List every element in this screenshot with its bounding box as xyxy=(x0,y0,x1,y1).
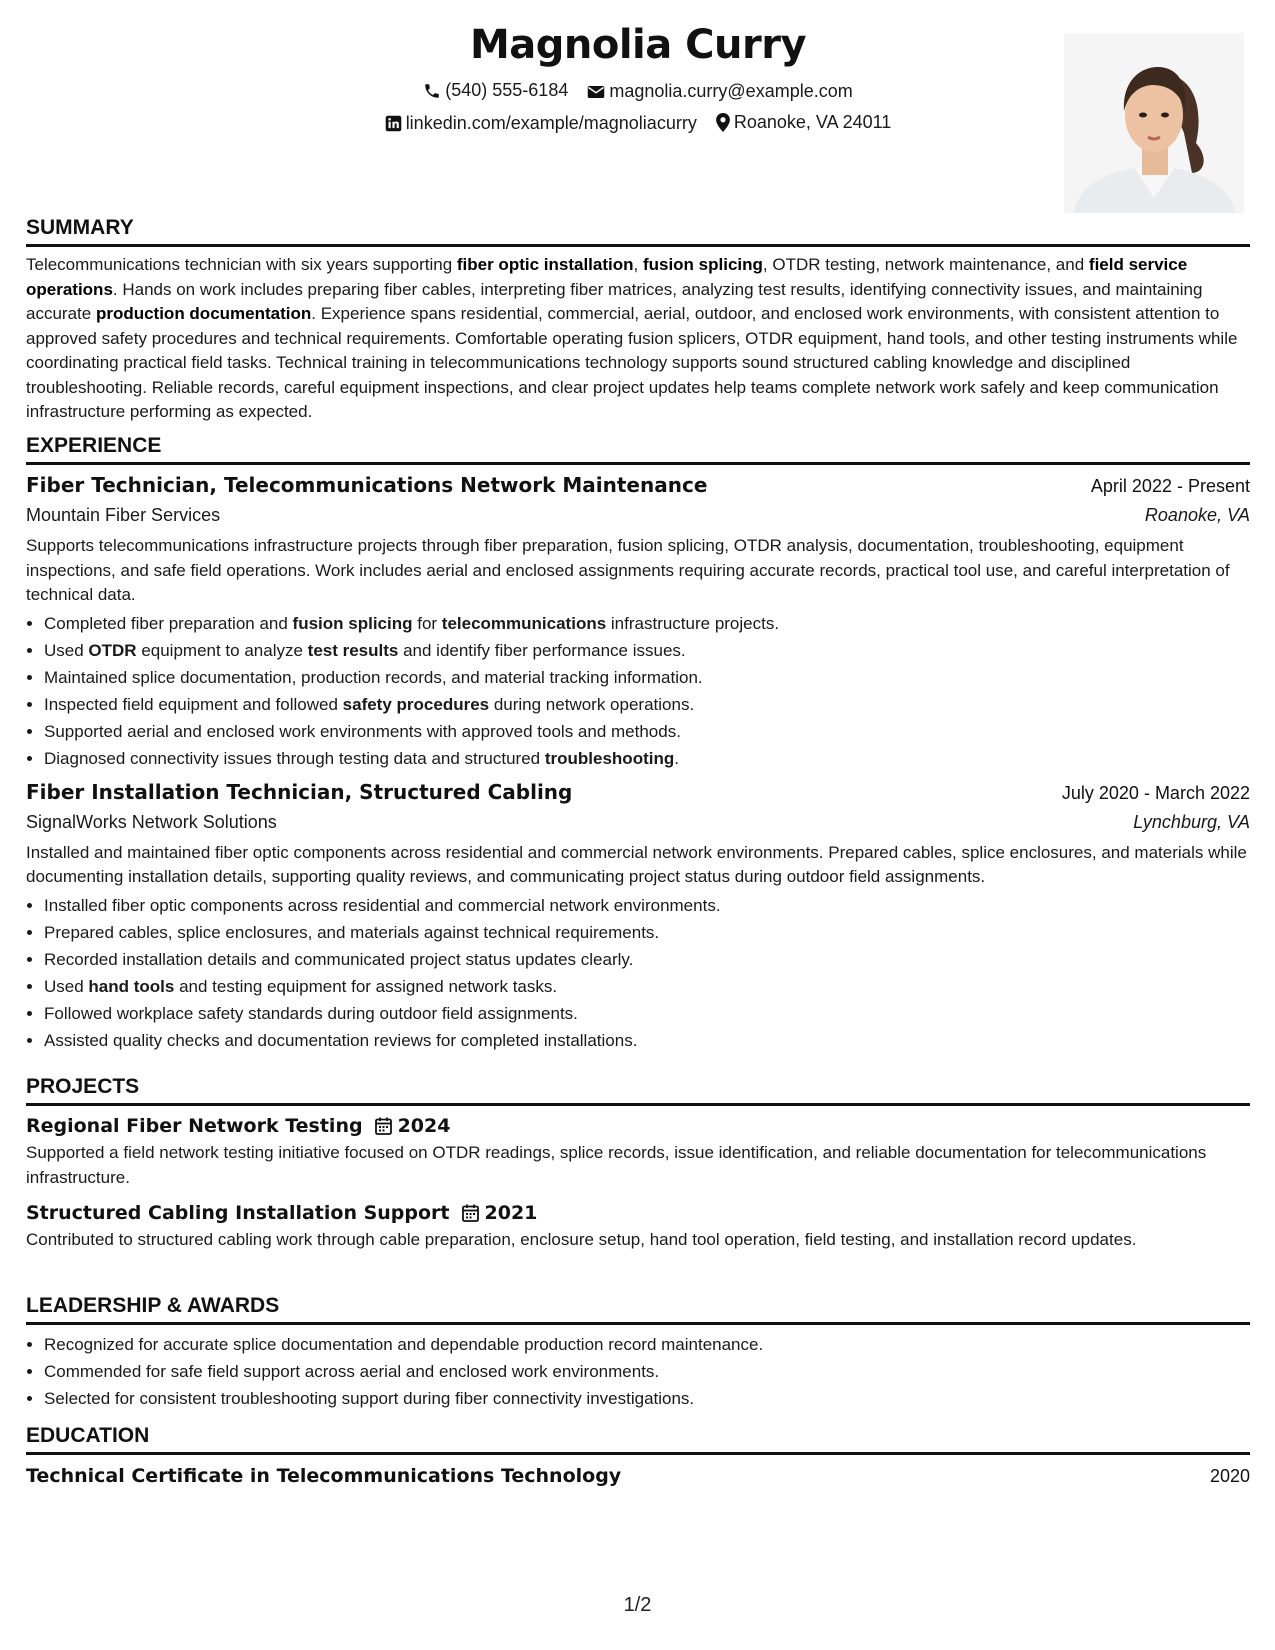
bold-keyword: fusion splicing xyxy=(642,255,763,274)
linkedin-contact[interactable] xyxy=(385,113,697,134)
summary-section xyxy=(26,216,1250,425)
text-run: equipment to analyze xyxy=(136,640,308,660)
map-pin-icon xyxy=(716,113,730,132)
list-item xyxy=(44,664,1250,691)
job-header xyxy=(26,473,1250,497)
list-item xyxy=(44,892,1250,919)
text-run: Telecommunications technician with six years supporting xyxy=(26,255,457,274)
text-run: Recorded installation details and communicated project status updates clearly. xyxy=(44,949,634,969)
linkedin-url[interactable]: linkedin.com/example/magnoliacurry xyxy=(405,113,697,133)
section-title: PROJECTS xyxy=(26,1075,1250,1106)
job-dates: April 2022 - Present xyxy=(1090,476,1250,496)
section-title: SUMMARY xyxy=(26,216,1250,247)
text-run: for xyxy=(412,613,442,633)
bold-keyword: safety procedures xyxy=(342,694,490,714)
list-item xyxy=(44,1000,1250,1027)
list-item xyxy=(44,1027,1250,1054)
job-header xyxy=(26,780,1250,804)
project-year: 2024 xyxy=(397,1115,451,1137)
list-item xyxy=(44,745,1250,772)
text-run: Prepared cables, splice enclosures, and materials against technical requirements. xyxy=(44,922,660,942)
degree-name: Technical Certificate in Telecommunications Technology xyxy=(26,1465,622,1487)
list-item: • Recognized for accurate splice documentation and dependable production record maintenance. xyxy=(44,1331,1250,1358)
job-description: Supports telecommunications infrastructure projects through fiber preparation, fusion splicing, OTDR analysis, documentation, troubleshooting, equipment inspections, and safe field operations. Work includes aerial and enclosed assignments requiring accurate records, practical tool use, and careful interpretation of technical data. xyxy=(26,536,1230,604)
text-run: Completed fiber preparation and xyxy=(44,613,293,633)
text-run: Used xyxy=(44,976,89,996)
text-run: . Experience spans residential, commercial, aerial, outdoor, and enclosed work environments, with consistent attention to approved safety procedures and technical requirements. Comfortable operating fusion splicers, OTDR equipment, hand tools, and other testing instruments while coordinating practical field tasks. Technical training in telecommunications technology supports sound structured cabling knowledge and disciplined troubleshooting. Reliable records, careful equipment inspections, and clear project updates help teams complete network work safely and keep communication infrastructure performing as expected. xyxy=(26,304,1238,421)
text-run: . xyxy=(674,748,679,768)
page-number: 1/2 xyxy=(623,1594,652,1616)
calendar-icon xyxy=(462,1204,479,1222)
text-run: infrastructure projects. xyxy=(606,613,780,633)
job-description: Installed and maintained fiber optic components across residential and commercial network environments. Prepared cables, splice enclosures, and materials while documenting installation details, supporting quality reviews, and communicating project status during outdoor field assignments. xyxy=(26,842,1247,886)
project-description: Supported a field network testing initiative focused on OTDR readings, splice records, issue identification, and reliable documentation for telecommunications infrastructure. xyxy=(26,1143,1207,1187)
text-run: , OTDR testing, network maintenance, and xyxy=(762,255,1089,274)
project-header xyxy=(26,1115,1250,1137)
job-subheader xyxy=(26,812,1250,833)
location-contact xyxy=(716,112,891,133)
job-dates: July 2020 - March 2022 xyxy=(1061,782,1250,803)
section-title: LEADERSHIP & AWARDS xyxy=(26,1294,1250,1325)
project-year: 2021 xyxy=(484,1202,538,1224)
job-location: Lynchburg, VA xyxy=(1133,811,1250,832)
phone-icon xyxy=(423,82,441,100)
bold-keyword: test results xyxy=(307,640,399,660)
email-contact[interactable] xyxy=(587,81,852,102)
list-item: • Commended for safe field support across aerial and enclosed work environments. xyxy=(44,1358,1250,1385)
location-text: Roanoke, VA 24011 xyxy=(733,112,892,132)
text-run: , xyxy=(633,255,643,274)
bold-keyword: troubleshooting xyxy=(544,748,675,768)
project-entry xyxy=(26,1115,1250,1190)
experience-section xyxy=(26,434,1250,1054)
leadership-section xyxy=(26,1294,1250,1412)
text-run: during network operations. xyxy=(489,694,695,714)
email-address[interactable]: magnolia.curry@example.com xyxy=(609,81,853,101)
text-run: and identify fiber performance issues. xyxy=(398,640,686,660)
text-run: . Hands on work includes preparing fiber cables, interpreting fiber matrices, analyzing test results, identifying connectivity issues, and maintaining accurate xyxy=(26,279,1203,323)
resume-header xyxy=(26,0,1250,222)
education-year: 2020 xyxy=(1209,1466,1250,1486)
job-location: Roanoke, VA xyxy=(1144,505,1250,525)
bold-keyword: production documentation xyxy=(95,304,312,323)
text-run: Supported aerial and enclosed work environments with approved tools and methods. xyxy=(44,721,681,741)
education-section xyxy=(26,1424,1250,1487)
project-entry xyxy=(26,1202,1250,1253)
list-item xyxy=(44,973,1250,1000)
phone-contact xyxy=(423,80,568,101)
job-bullets xyxy=(26,892,1250,1054)
list-item xyxy=(44,691,1250,718)
projects-section xyxy=(26,1075,1250,1253)
job-entry xyxy=(26,473,1250,772)
bold-keyword: field service operations xyxy=(26,255,1188,299)
profile-photo xyxy=(1064,33,1244,213)
summary-text xyxy=(26,253,1250,425)
phone-number: (540) 555-6184 xyxy=(445,80,569,100)
text-run: Used xyxy=(44,640,89,660)
list-item xyxy=(44,610,1250,637)
bold-keyword: fusion splicing xyxy=(292,613,413,633)
text-run: Diagnosed connectivity issues through testing data and structured xyxy=(44,748,545,768)
text-run: Inspected field equipment and followed xyxy=(44,694,343,714)
company-name: SignalWorks Network Solutions xyxy=(26,811,277,832)
section-title: EXPERIENCE xyxy=(26,434,1250,465)
project-name: Structured Cabling Installation Support xyxy=(26,1202,450,1224)
job-title: Fiber Installation Technician, Structured Cabling xyxy=(26,779,573,804)
list-item xyxy=(44,718,1250,745)
text-run: and testing equipment for assigned network tasks. xyxy=(174,976,558,996)
project-header xyxy=(26,1202,1250,1224)
education-entry xyxy=(26,1465,1250,1487)
bold-keyword: OTDR xyxy=(88,640,137,660)
envelope-icon xyxy=(587,84,605,100)
bold-keyword: fiber optic installation xyxy=(456,255,634,274)
bold-keyword: telecommunications xyxy=(441,613,607,633)
job-title: Fiber Technician, Telecommunications Network Maintenance xyxy=(26,473,708,497)
list-item: • Selected for consistent troubleshooting support during fiber connectivity investigations. xyxy=(44,1385,1250,1412)
project-description: Contributed to structured cabling work through cable preparation, enclosure setup, hand tool operation, field testing, and installation record updates. xyxy=(26,1230,1137,1249)
resume-page xyxy=(26,0,1250,1650)
calendar-icon xyxy=(375,1117,392,1135)
awards-list xyxy=(26,1331,1250,1412)
list-item xyxy=(44,637,1250,664)
list-item xyxy=(44,919,1250,946)
project-name: Regional Fiber Network Testing xyxy=(26,1115,363,1137)
linkedin-icon xyxy=(385,115,402,132)
company-name: Mountain Fiber Services xyxy=(26,505,221,525)
job-subheader xyxy=(26,505,1250,526)
bold-keyword: hand tools xyxy=(88,976,175,996)
candidate-name: Magnolia Curry xyxy=(469,22,807,68)
text-run: Maintained splice documentation, production records, and material tracking information. xyxy=(44,667,703,687)
text-run: Followed workplace safety standards during outdoor field assignments. xyxy=(44,1003,578,1023)
text-run: Installed fiber optic components across residential and commercial network environments. xyxy=(44,895,721,915)
job-bullets xyxy=(26,610,1250,772)
text-run: Assisted quality checks and documentation reviews for completed installations. xyxy=(44,1030,638,1050)
section-title: EDUCATION xyxy=(26,1424,1250,1455)
list-item xyxy=(44,946,1250,973)
job-entry xyxy=(26,780,1250,1054)
